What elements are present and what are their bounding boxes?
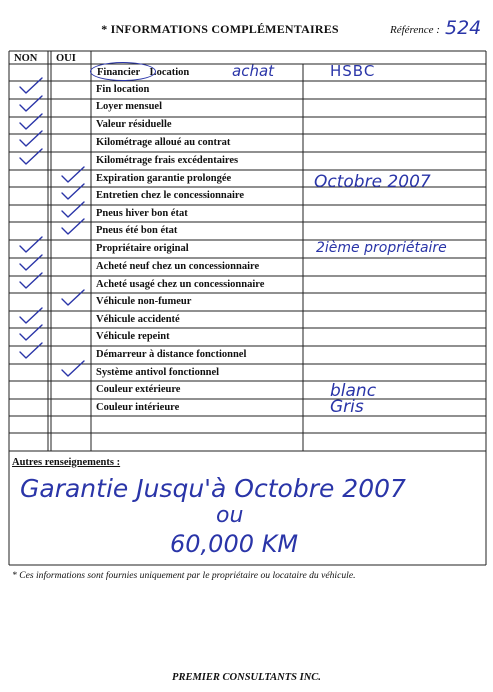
handwritten-value-row-18: blanc	[330, 381, 377, 401]
other-info-line-3: 60,000 KM	[170, 530, 299, 558]
circle-mark	[90, 62, 156, 81]
row-label-12: Acheté usagé chez un concessionnaire	[96, 279, 265, 290]
checkmark-icon	[18, 130, 44, 148]
row-label-2: Loyer mensuel	[96, 101, 163, 112]
checkmark-icon	[18, 342, 44, 360]
row-label-13: Véhicule non-fumeur	[96, 296, 192, 307]
location-text: Location	[149, 67, 190, 78]
financier-option-circled	[92, 66, 148, 79]
row-label-6: Expiration garantie prolongée	[96, 173, 232, 184]
other-info-label: Autres renseignements :	[12, 457, 121, 468]
row-label-3: Valeur résiduelle	[96, 119, 172, 130]
checkmark-icon	[18, 307, 44, 325]
checkmark-icon	[60, 289, 86, 307]
row-label-19: Couleur intérieure	[96, 402, 180, 413]
handwritten-value-row-0: achat	[232, 62, 275, 80]
column-header-oui: OUI	[56, 53, 76, 64]
row-label-16: Démarreur à distance fonctionnel	[96, 349, 247, 360]
financier-text: Financier	[97, 67, 140, 78]
checkmark-icon	[18, 236, 44, 254]
checkmark-icon	[60, 183, 86, 201]
row-label-11: Acheté neuf chez un concessionnaire	[96, 261, 260, 272]
row-label-14: Véhicule accidenté	[96, 314, 180, 325]
checkmark-icon	[60, 166, 86, 184]
checkmark-icon	[18, 148, 44, 166]
row-label-financier-location	[92, 67, 189, 78]
checkmark-icon	[18, 272, 44, 290]
row-label-1: Fin location	[96, 84, 150, 95]
row-label-15: Véhicule repeint	[96, 331, 170, 342]
other-info-line-1: Garantie Jusqu'à Octobre 2007	[20, 474, 406, 503]
other-info-line-2: ou	[216, 503, 244, 528]
handwritten-value-row-6: Octobre 2007	[314, 172, 431, 192]
footnote: * Ces informations sont fournies uniquement par le propriétaire ou locataire du véhicule.	[12, 570, 356, 581]
checkmark-icon	[60, 201, 86, 219]
checkmark-icon	[18, 95, 44, 113]
column-header-non: NON	[14, 53, 38, 64]
checkmark-icon	[18, 113, 44, 131]
row-label-4: Kilométrage alloué au contrat	[96, 137, 231, 148]
row-label-8: Pneus hiver bon état	[96, 208, 188, 219]
row-label-5: Kilométrage frais excédentaires	[96, 155, 239, 166]
reference-number: 524	[445, 17, 482, 39]
handwritten-value-row-10: 2ième propriétaire	[316, 240, 447, 256]
row-label-10: Propriétaire original	[96, 243, 189, 254]
handwritten-lender: HSBC	[330, 62, 376, 80]
row-label-7: Entretien chez le concessionnaire	[96, 190, 245, 201]
company-name: PREMIER CONSULTANTS INC.	[172, 672, 321, 683]
reference-label: Référence :	[390, 24, 440, 36]
checkmark-icon	[60, 360, 86, 378]
row-label-17: Système antivol fonctionnel	[96, 367, 220, 378]
checkmark-icon	[60, 218, 86, 236]
handwritten-value-row-19: Gris	[330, 397, 364, 417]
checkmark-icon	[18, 324, 44, 342]
checkmark-icon	[18, 77, 44, 95]
row-label-9: Pneus été bon état	[96, 225, 178, 236]
checkmark-icon	[18, 254, 44, 272]
row-label-18: Couleur extérieure	[96, 384, 181, 395]
form-title: * INFORMATIONS COMPLÉMENTAIRES	[101, 22, 339, 36]
